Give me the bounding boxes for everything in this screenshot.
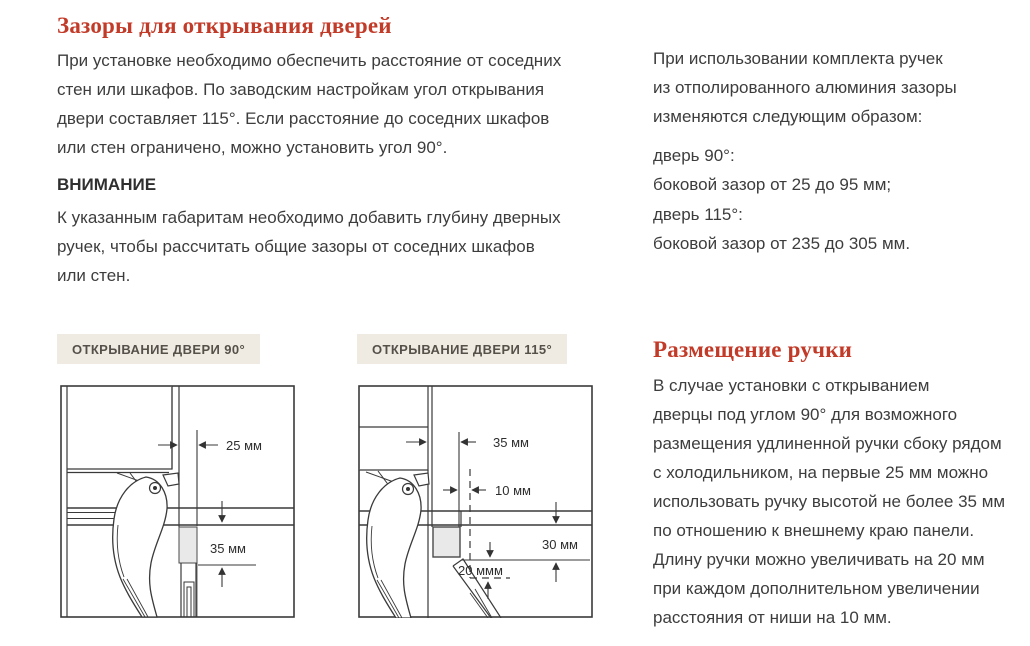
dimension-label-25mm: 25 мм [226, 438, 262, 453]
diagram-115-drawing [358, 385, 594, 618]
dimension-label-20mm: 20 ммм [458, 563, 503, 578]
paragraph-line: расстояния от ниши на 10 мм. [653, 608, 892, 627]
dimension-label-35mm: 35 мм [210, 541, 246, 556]
paragraph-line: При использовании комплекта ручек [653, 49, 943, 68]
diagram-90-badge: ОТКРЫВАНИЕ ДВЕРИ 90° [57, 334, 260, 364]
paragraph-line: К указанным габаритам необходимо добавить глубину дверных [57, 208, 561, 227]
diagram-90 [60, 385, 296, 618]
paragraph-line: ручек, чтобы рассчитать общие зазоры от соседних шкафов [57, 237, 535, 256]
handles-kit-paragraph [653, 44, 957, 131]
warning-heading: ВНИМАНИЕ [57, 175, 157, 194]
section-heading-door-clearances: Зазоры для открывания дверей [57, 13, 392, 38]
spec-value: боковой зазор от 25 до 95 мм; [653, 175, 892, 194]
dimension-label-35mm: 35 мм [493, 435, 529, 450]
spec-title: дверь 90°: [653, 146, 735, 165]
diagram-90-drawing [60, 385, 296, 618]
diagram-115 [358, 385, 594, 618]
spec-door-90 [653, 141, 891, 199]
paragraph-line: использовать ручку высотой не более 35 мм [653, 492, 1006, 511]
section-heading-handle-placement: Размещение ручки [653, 337, 853, 362]
diagram-115-badge: ОТКРЫВАНИЕ ДВЕРИ 115° [357, 334, 567, 364]
dimension-label-10mm: 10 мм [495, 483, 531, 498]
intro-paragraph [57, 46, 561, 162]
paragraph-line: В случае установки с открыванием [653, 376, 930, 395]
dimension-label-30mm: 30 мм [542, 537, 578, 552]
paragraph-line: изменяются следующим образом: [653, 107, 923, 126]
paragraph-line: из отполированного алюминия зазоры [653, 78, 957, 97]
paragraph-line: или стен. [57, 266, 131, 285]
paragraph-line: с холодильником, на первые 25 мм можно [653, 463, 989, 482]
spec-value: боковой зазор от 235 до 305 мм. [653, 234, 911, 253]
paragraph-line: При установке необходимо обеспечить расстояние от соседних [57, 51, 562, 70]
paragraph-line: или стен ограничено, можно установить угол 90°. [57, 138, 448, 157]
paragraph-line: Длину ручки можно увеличивать на 20 мм [653, 550, 985, 569]
paragraph-line: размещения удлиненной ручки сбоку рядом [653, 434, 1002, 453]
paragraph-line: стен или шкафов. По заводским настройкам угол открывания [57, 80, 545, 99]
spec-title: дверь 115°: [653, 205, 743, 224]
paragraph-line: по отношению к внешнему краю панели. [653, 521, 975, 540]
paragraph-line: дверцы под углом 90° для возможного [653, 405, 958, 424]
spec-door-115 [653, 200, 910, 258]
handle-length-paragraph [653, 545, 985, 632]
handle-placement-paragraph [653, 371, 1005, 545]
paragraph-line: двери составляет 115°. Если расстояние до соседних шкафов [57, 109, 550, 128]
warning-paragraph [57, 203, 561, 290]
paragraph-line: при каждом дополнительном увеличении [653, 579, 980, 598]
